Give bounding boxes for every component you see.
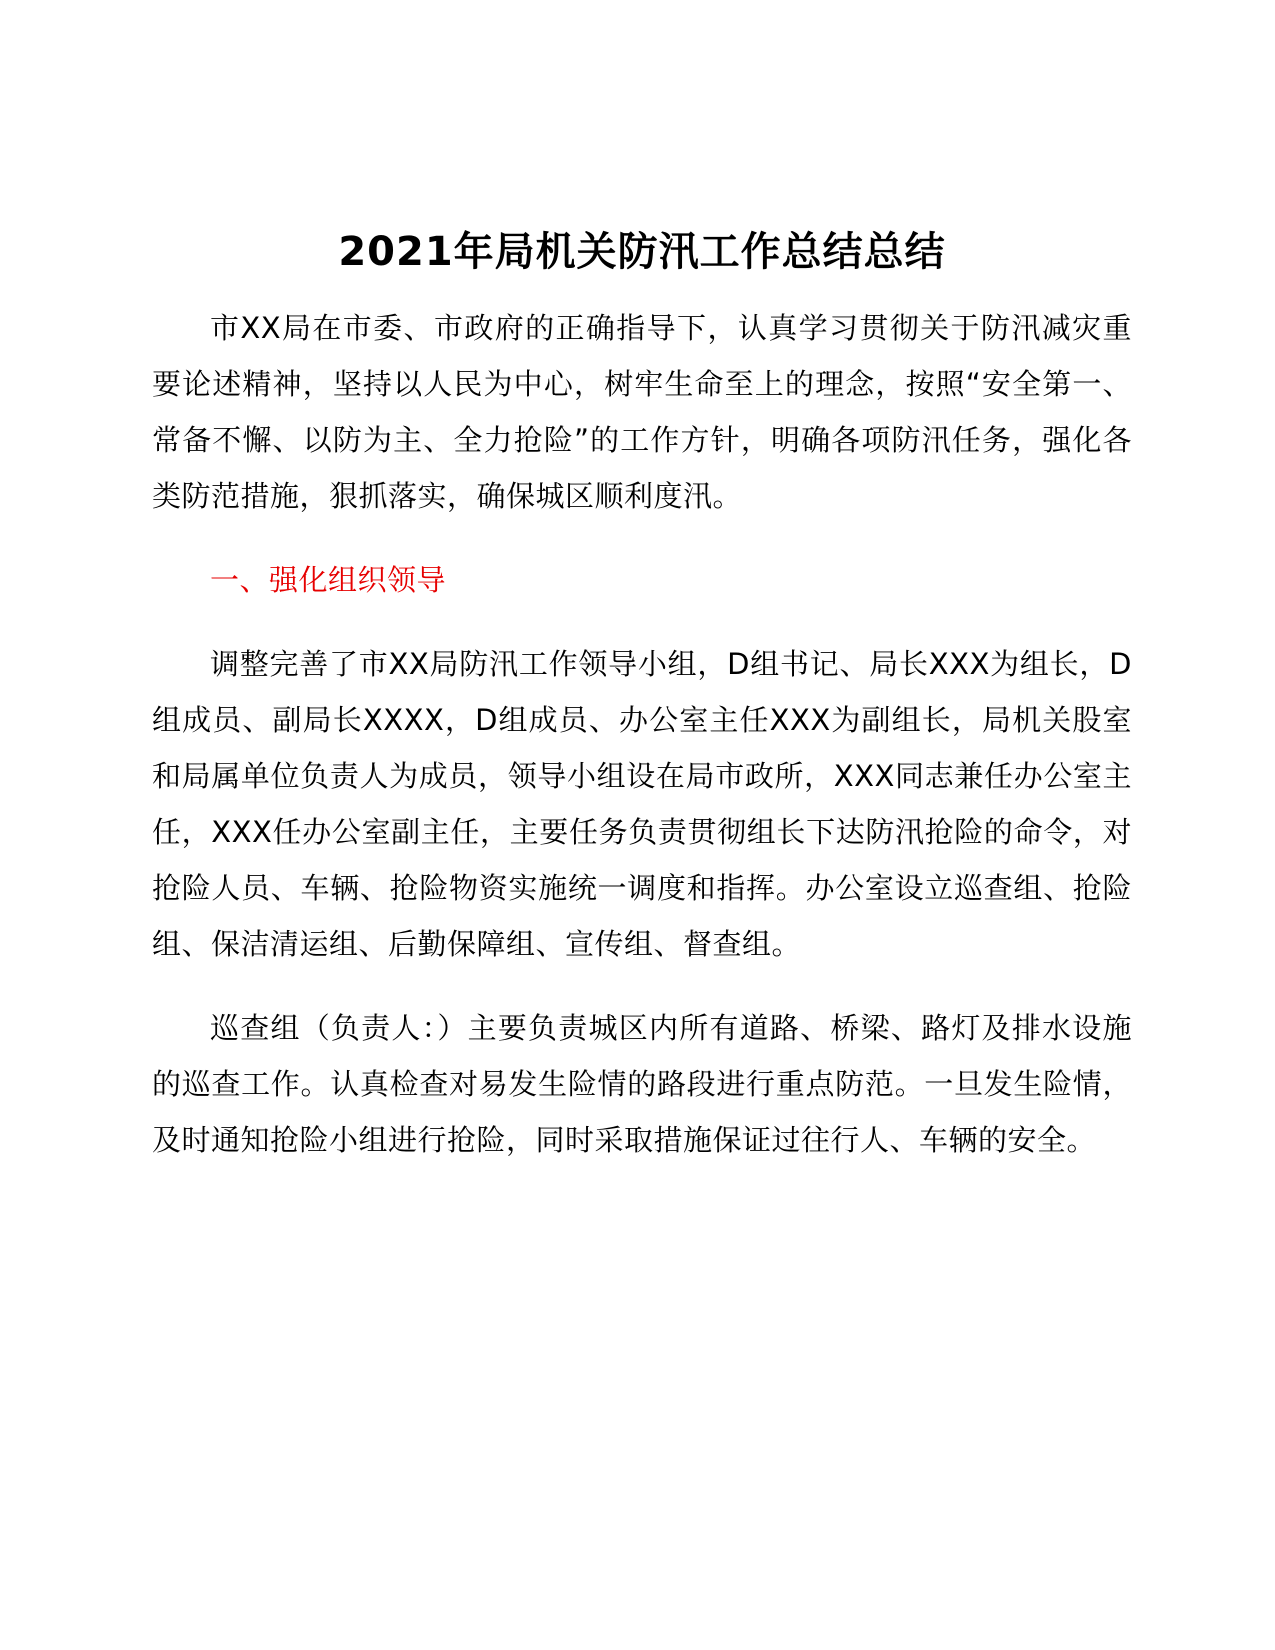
intro-paragraph: 市XX局在市委、市政府的正确指导下，认真学习贯彻关于防汛减灾重要论述精神，坚持以人民为中心，树牢生命至上的理念，按照“安全第一、常备不懈、以防为主、全力抢险”的工作方针，明确各项防汛任务，强化各类防范措施，狠抓落实，确保城区顺利度汛。	[152, 311, 1132, 513]
organization-paragraph: 调整完善了市XX局防汛工作领导小组，D组书记、局长XXX为组长，D组成员、副局长XXXX，D组成员、办公室主任XXX为副组长，局机关股室和局属单位负责人为成员，领导小组设在局市政所，XXX同志兼任办公室主任，XXX任办公室副主任，主要任务负责贯彻组长下达防汛抢险的命令，对抢险人员、车辆、抢险物资实施统一调度和指挥。办公室设立巡查组、抢险组、保洁清运组、后勤保障组、宣传组、督查组。	[152, 647, 1132, 961]
document-title: 2021年局机关防汛工作总结总结	[338, 229, 946, 275]
patrol-group-paragraph: 巡查组（负责人：）主要负责城区内所有道路、桥梁、路灯及排水设施的巡查工作。认真检查对易发生险情的路段进行重点防范。一旦发生险情，及时通知抢险小组进行抢险，同时采取措施保证过往行人、车辆的安全。	[152, 1011, 1132, 1157]
document-body	[152, 222, 1132, 1168]
section-heading-organization: 一、强化组织领导	[210, 563, 447, 597]
